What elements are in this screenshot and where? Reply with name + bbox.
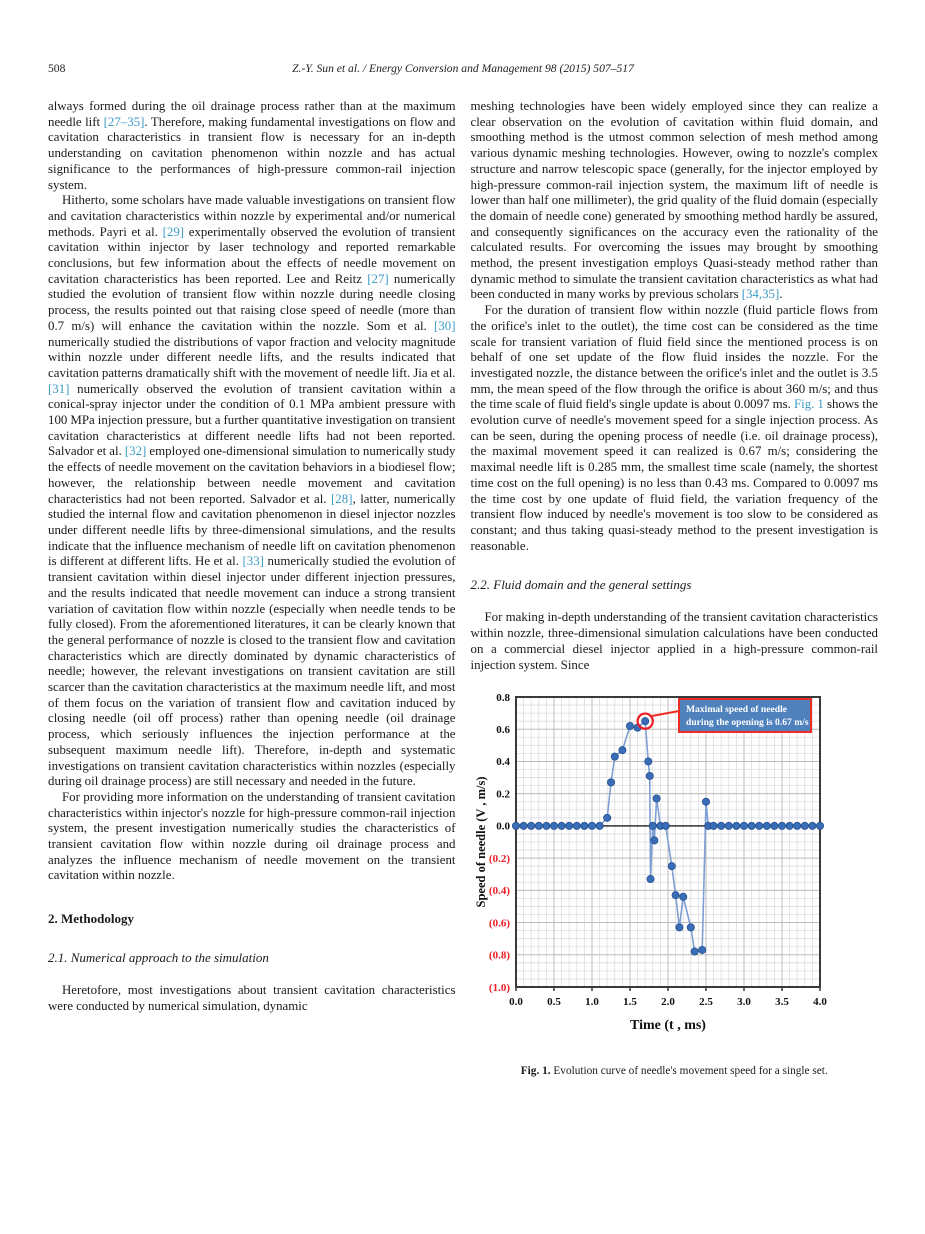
data-point-marker bbox=[733, 822, 740, 829]
data-point-marker bbox=[676, 924, 683, 931]
data-point-marker bbox=[651, 837, 658, 844]
y-axis-title: Speed of needle (V , m/s) bbox=[474, 776, 489, 908]
data-point-marker bbox=[573, 822, 580, 829]
data-point-marker bbox=[779, 822, 786, 829]
x-tick-label: 2.0 bbox=[661, 996, 676, 1009]
text-segment: Heretofore, most investigations about transient cavitation characteristics were conducted by numerical simulation, dynamic bbox=[48, 983, 456, 1013]
x-tick-label: 0.0 bbox=[509, 996, 524, 1009]
running-title: Z.-Y. Sun et al. / Energy Conversion and Management 98 (2015) 507–517 bbox=[292, 62, 634, 75]
paragraph bbox=[471, 610, 879, 673]
data-point-marker bbox=[786, 822, 793, 829]
y-tick-label: 0.0 bbox=[496, 820, 511, 833]
x-tick-label: 3.0 bbox=[737, 996, 752, 1009]
figure-caption-label: Fig. 1. bbox=[520, 1065, 551, 1078]
x-tick-label: 1.5 bbox=[623, 996, 638, 1009]
two-column-body bbox=[48, 99, 878, 1078]
text-segment: For making in-depth understanding of the transient cavitation characteristics within nozzle, three-dimensional simulation calculations have been conducted on a commercial diesel injector applied in a high-pressure common-rail injection system. Since bbox=[470, 610, 878, 672]
paragraph bbox=[48, 983, 456, 1014]
text-segment: . bbox=[779, 287, 783, 302]
data-point-marker bbox=[627, 723, 634, 730]
data-point-marker bbox=[520, 822, 527, 829]
x-axis-title: Time (t , ms) bbox=[630, 1018, 707, 1034]
data-point-marker bbox=[604, 814, 611, 821]
data-point-marker bbox=[680, 893, 687, 900]
y-tick-label: (0.4) bbox=[489, 885, 511, 898]
x-tick-label: 1.0 bbox=[585, 996, 600, 1009]
needle-speed-chart-svg bbox=[472, 689, 876, 1037]
data-point-marker bbox=[566, 822, 573, 829]
data-point-marker bbox=[645, 758, 652, 765]
text-segment: numerically observed the evolution of transient cavitation within a conical-spray injector under the condition of 0.1 MPa ambient pressure with 100 MPa injection pressure, but a further quantitative investigation on transient cavitation characteristics at different needle lifts had not been reported. Salvador et al. bbox=[48, 381, 456, 459]
data-point-marker bbox=[703, 798, 710, 805]
data-point-marker bbox=[687, 924, 694, 931]
citation-link[interactable]: [27] bbox=[367, 271, 389, 286]
paragraph bbox=[471, 99, 879, 303]
running-head bbox=[48, 62, 878, 75]
subsection-heading-2-2: 2.2. Fluid domain and the general settings bbox=[470, 577, 692, 593]
data-point-marker bbox=[646, 773, 653, 780]
y-tick-label: 0.6 bbox=[496, 724, 511, 737]
paragraph bbox=[48, 193, 456, 790]
text-segment: numerically studied the evolution of transient flow within nozzle during needle closing process, the results pointed out that raising close speed of needle (more than 0.7 m/s) will enhance the cavitation within the nozzle. Som et al. bbox=[48, 271, 456, 333]
citation-link[interactable]: [33] bbox=[242, 554, 264, 569]
data-point-marker bbox=[608, 779, 615, 786]
citation-link[interactable]: [30] bbox=[434, 318, 456, 333]
figure-1-caption bbox=[472, 1064, 876, 1078]
data-point-marker bbox=[699, 947, 706, 954]
data-point-marker bbox=[647, 876, 654, 883]
y-tick-label: (0.2) bbox=[489, 853, 511, 866]
paragraph bbox=[48, 99, 456, 193]
data-point-marker bbox=[528, 822, 535, 829]
text-segment: For the duration of transient flow within nozzle (fluid particle flows from the orifice's inlet to the outlet), the time cost can be considered as the time scale for transient variation of fluid field since the mentioned process is on behalf of one set update of the flow fluid insides the nozzle. For the investigated nozzle, the distance between the orifice's inlet and the outlet is 3.5 mm, the mean speed of the flow through the orifice is about 360 m/s; and thus the time scale of fluid field's single update is about 0.0097 ms. bbox=[470, 303, 878, 412]
x-tick-label: 0.5 bbox=[547, 996, 562, 1009]
y-tick-label: 0.2 bbox=[496, 788, 511, 801]
data-point-marker bbox=[725, 822, 732, 829]
y-tick-label: (0.8) bbox=[489, 949, 511, 962]
text-segment: Hitherto, some scholars have made valuable investigations on transient flow and cavitation characteristics within nozzle by experimental and/or numerical methods. Payri et al. bbox=[48, 193, 456, 239]
citation-link[interactable]: [28] bbox=[331, 491, 353, 506]
data-point-marker bbox=[551, 822, 558, 829]
data-point-marker bbox=[691, 948, 698, 955]
annotation-text: Maximal speed of needle bbox=[686, 704, 788, 716]
data-point-marker bbox=[668, 863, 675, 870]
text-segment: , latter, numerically studied the internal flow and cavitation phenomenon in diesel injector nozzles under different needle lifts by three-dimensional simulations, and the results indicate that the influence mechanism of needle lift on cavitation phenomenon is different at different lifts. He et al. bbox=[48, 491, 456, 569]
data-point-marker bbox=[581, 822, 588, 829]
y-tick-label: 0.4 bbox=[496, 756, 511, 769]
citation-link[interactable]: Fig. 1 bbox=[793, 397, 824, 412]
citation-link[interactable]: [27–35] bbox=[103, 114, 145, 129]
data-point-marker bbox=[642, 718, 649, 725]
y-tick-label: 0.8 bbox=[496, 692, 511, 705]
data-point-marker bbox=[710, 822, 717, 829]
subsection-heading-2-1: 2.1. Numerical approach to the simulation bbox=[48, 950, 269, 966]
data-point-marker bbox=[801, 822, 808, 829]
citation-link[interactable]: [29] bbox=[162, 224, 185, 239]
left-column bbox=[48, 99, 456, 1078]
data-point-marker bbox=[619, 747, 626, 754]
data-point-marker bbox=[611, 753, 618, 760]
paragraph bbox=[48, 790, 456, 884]
section-heading-methodology: 2. Methodology bbox=[48, 911, 134, 927]
data-point-marker bbox=[718, 822, 725, 829]
citation-link[interactable]: [34,35] bbox=[741, 287, 780, 302]
citation-link[interactable]: [31] bbox=[48, 381, 70, 396]
x-tick-label: 4.0 bbox=[813, 996, 828, 1009]
data-point-marker bbox=[794, 822, 801, 829]
text-segment: . Therefore, making fundamental investigations on flow and cavitation characteristics in transient flow is necessary for an in-depth understanding on cavitation phenomenon within nozzle and has actual significance to the performances of high-pressure common-rail injection system. bbox=[48, 114, 456, 192]
data-point-marker bbox=[817, 822, 824, 829]
data-point-marker bbox=[741, 822, 748, 829]
data-point-marker bbox=[763, 822, 770, 829]
data-point-marker bbox=[535, 822, 542, 829]
page-number: 508 bbox=[48, 62, 66, 75]
data-point-marker bbox=[596, 822, 603, 829]
figure-1 bbox=[472, 689, 876, 1078]
data-point-marker bbox=[589, 822, 596, 829]
text-segment: always formed during the oil drainage process rather than at the maximum needle lift bbox=[48, 99, 456, 129]
data-point-marker bbox=[649, 822, 656, 829]
citation-link[interactable]: [32] bbox=[124, 444, 147, 459]
text-segment: employed one-dimensional simulation to numerically study the effects of needle movement on the cavitation behaviors in a biodiesel flow; however, the relationship between needle movement and cavitation characteristics had not been reported. Salvador et al. bbox=[48, 444, 456, 506]
data-point-marker bbox=[748, 822, 755, 829]
data-point-marker bbox=[558, 822, 565, 829]
data-point-marker bbox=[662, 822, 669, 829]
data-point-marker bbox=[513, 822, 520, 829]
text-segment: For providing more information on the understanding of transient cavitation characteristics within injector's nozzle for high-pressure common-rail injection system, the present investigation numerically studies the characteristics of transient cavitation flow within nozzle during oil drainage process and analyzes the influence mechanism of needle movement on the transient cavitation within nozzle. bbox=[48, 789, 456, 883]
x-tick-label: 2.5 bbox=[699, 996, 714, 1009]
data-point-marker bbox=[543, 822, 550, 829]
y-tick-label: (0.6) bbox=[489, 917, 511, 930]
x-tick-label: 3.5 bbox=[775, 996, 790, 1009]
data-point-marker bbox=[672, 892, 679, 899]
text-segment: meshing technologies have been widely employed since they can realize a clear observation on the evolution of cavitation within fluid domain, and smoothing method is the utmost common selection of mesh method among various dynamic meshing technologies. However, owing to nozzle's complex structure and narrow telescopic space (generally, for the injector employed by high-pressure common-rail injection system, the maximum lift of needle is lower than half one millimeter), the grid quality of the fluid domain (especially the domain of needle cone) generated by smoothing method hardly be assured, and consequently significances on the accuracy even the rationality of the calculated results. For overcoming the issues may brought by smoothing method, the present investigation employs Quasi-steady method rather than dynamic method to simulate the transient cavitation characteristics as what had been conducted in many works by previous scholars bbox=[470, 99, 878, 302]
text-segment: experimentally observed the evolution of transient cavitation within injector by laser technology and reported remarkable conclusions, but few information about the effects of needle movement on cavitation characteristics has been reported. Lee and Reitz bbox=[48, 224, 456, 286]
needle-speed-chart bbox=[472, 689, 876, 1042]
text-segment: numerically studied the distributions of vapor fraction and velocity magnitude within nozzle under different needle lifts, and the results indicated that cavitation patterns dramatically shift with the movement of needle lift. Jia et al. bbox=[48, 334, 456, 380]
data-point-marker bbox=[653, 795, 660, 802]
annotation-text: during the opening is 0.67 m/s bbox=[686, 717, 809, 729]
text-segment: shows the evolution curve of needle's movement speed for a single injection process. As can be seen, during the opening process of needle (i.e. oil drainage process), the maximal movement speed it can realized is 0.67 m/s; considering the maximal needle lift is 0.285 mm, the smallest time scale (namely, the shortest time cost on the full opening) is no less than 0.43 ms. Compared to 0.0097 ms the time cost by one update of fluid field, the variation frequency of the transient flow induced by needle's movement is too slow to be considered as constant; and thus taking quasi-steady method to the present investigation is reasonable. bbox=[470, 397, 878, 553]
right-column bbox=[471, 99, 879, 1078]
y-tick-label: (1.0) bbox=[489, 982, 511, 995]
text-segment: numerically studied the evolution of transient cavitation within diesel injector under different injection pressures, and the results indicated that needle movement can induce a strong transient variation of cavitation flow within nozzle (especially when needle tends to be fully closed). From the aforementioned literatures, it can be clearly known that the general performance of nozzle is closed to the transient flow and cavitation characteristics which are directly dominated by dynamic characteristics of needle; however, the relevant investigations on transient cavitation are still scarcer than the cavitation characteristics at the maximum needle lift, and most of them focus on the variation of transient flow and cavitation induced by closing needle (oil off process) rather than opening needle (oil drainage process, which seriously influences the injection performance at the subsequent maximum needle lift). Therefore, in-depth and systematic investigations on transient cavitation characteristics within nozzles (especially during oil drainage process) are still necessary and needed in the future. bbox=[48, 554, 456, 789]
data-point-marker bbox=[809, 822, 816, 829]
figure-caption-text: Evolution curve of needle's movement speed for a single set. bbox=[553, 1065, 828, 1078]
data-point-marker bbox=[771, 822, 778, 829]
paragraph bbox=[471, 303, 879, 554]
data-point-marker bbox=[756, 822, 763, 829]
